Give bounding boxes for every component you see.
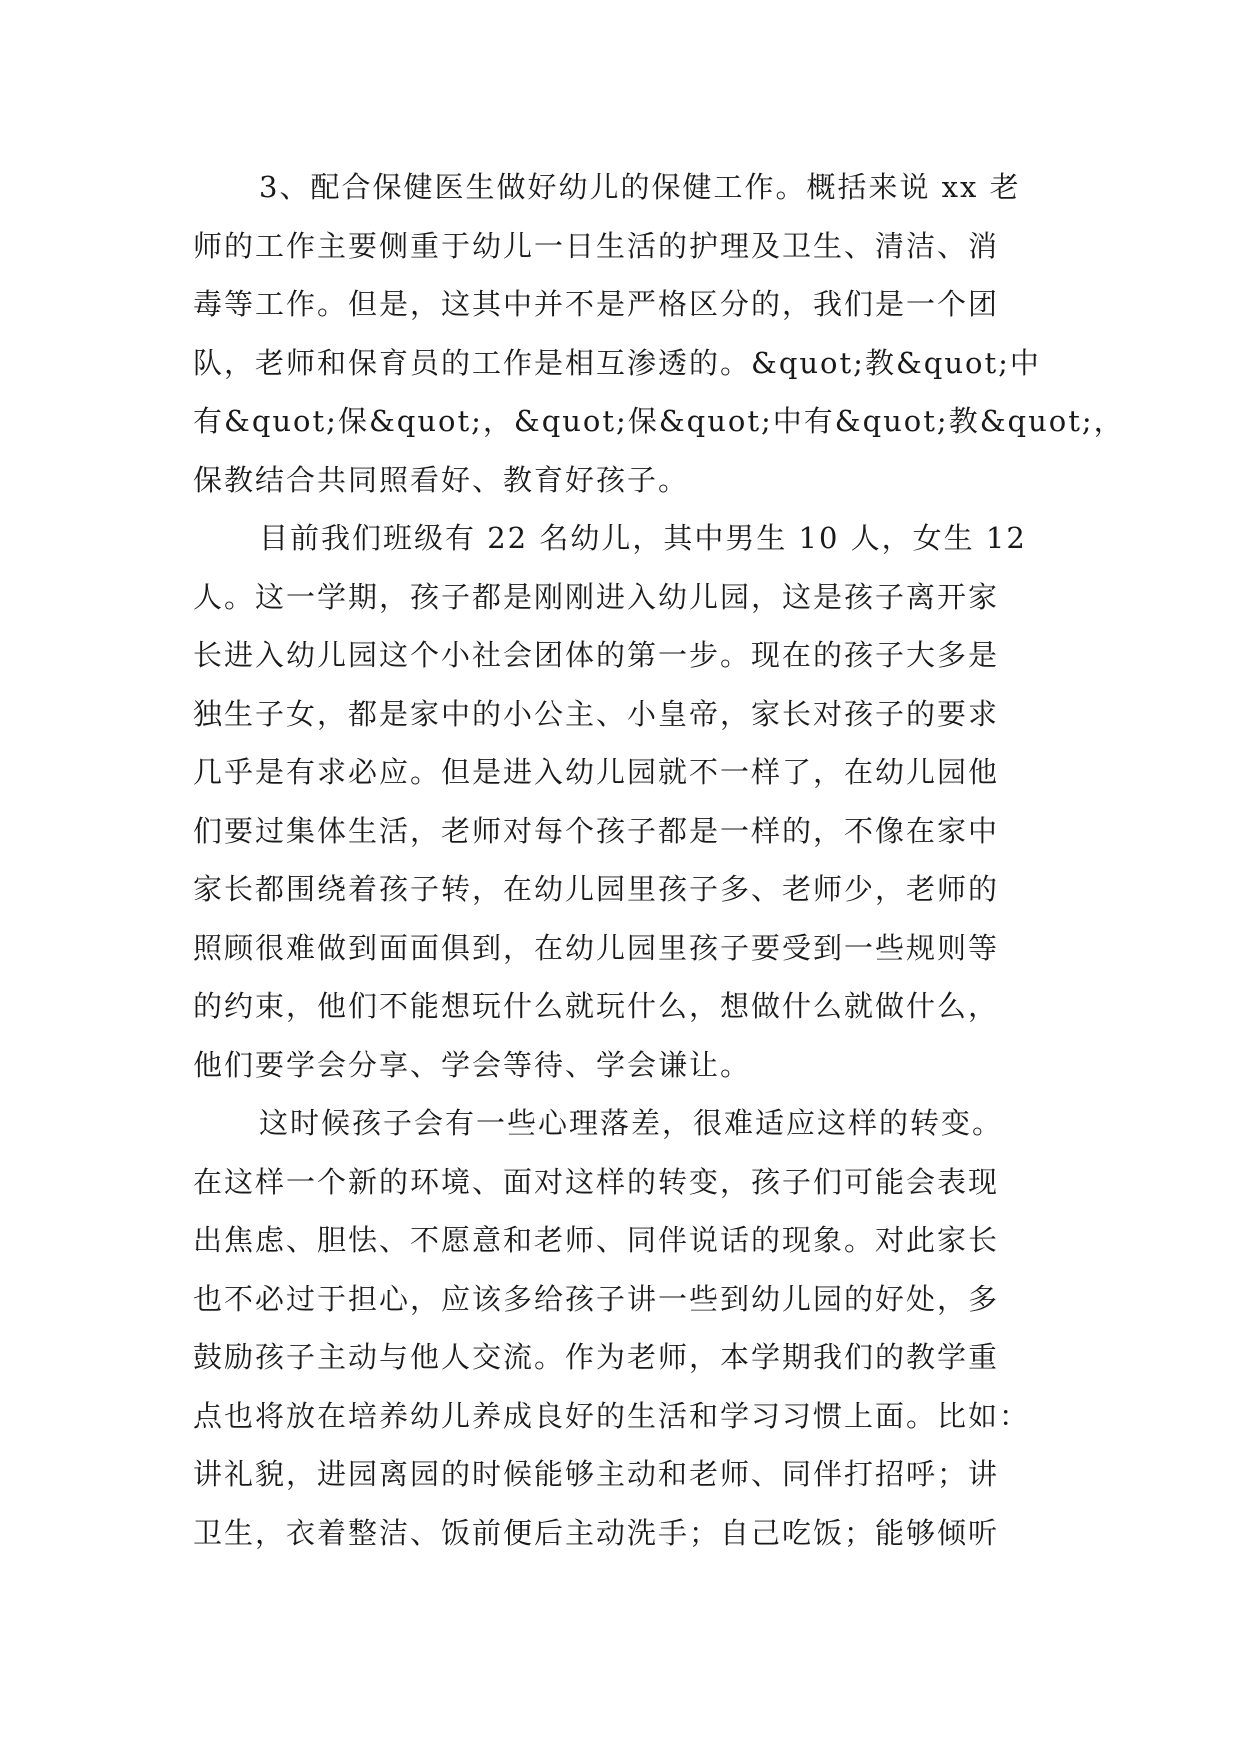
text-line: 毒等工作。但是，这其中并不是严格区分的，我们是一个团 bbox=[193, 287, 1000, 321]
text-line: 目前我们班级有 22 名幼儿，其中男生 10 人，女生 12 bbox=[259, 521, 1027, 555]
text-line: 也不必过于担心，应该多给孩子讲一些到幼儿园的好处，多 bbox=[193, 1281, 1000, 1316]
text-line: 在这样一个新的环境、面对这样的转变，孩子们可能会表现 bbox=[193, 1164, 1000, 1199]
text-line: 有&quot;保&quot;，&quot;保&quot;中有&quot;教&quot;， bbox=[193, 404, 1125, 438]
text-line: 这时候孩子会有一些心理落差，很难适应这样的转变。 bbox=[259, 1106, 1004, 1140]
text-line: 独生子女，都是家中的小公主、小皇帝，家长对孩子的要求 bbox=[193, 696, 1000, 731]
text-line: 们要过集体生活，老师对每个孩子都是一样的，不像在家中 bbox=[193, 813, 1000, 848]
text-line: 师的工作主要侧重于幼儿一日生活的护理及卫生、清洁、消 bbox=[193, 228, 1000, 263]
text-line: 人。这一学期，孩子都是刚刚进入幼儿园，这是孩子离开家 bbox=[193, 579, 1000, 614]
document-body bbox=[193, 158, 1125, 1562]
text-line: 他们要学会分享、学会等待、学会谦让。 bbox=[193, 1047, 752, 1082]
text-line: 的约束，他们不能想玩什么就玩什么，想做什么就做什么， bbox=[193, 989, 1000, 1023]
text-line: 长进入幼儿园这个小社会团体的第一步。现在的孩子大多是 bbox=[193, 638, 1000, 672]
text-line: 家长都围绕着孩子转，在幼儿园里孩子多、老师少，老师的 bbox=[193, 872, 1000, 906]
text-line: 3、配合保健医生做好幼儿的保健工作。概括来说 xx 老 bbox=[259, 170, 1021, 204]
text-line: 照顾很难做到面面俱到，在幼儿园里孩子要受到一些规则等 bbox=[193, 930, 1000, 965]
text-line: 讲礼貌，进园离园的时候能够主动和老师、同伴打招呼；讲 bbox=[193, 1457, 1000, 1491]
paragraph-1 bbox=[193, 158, 1125, 509]
text-line: 出焦虑、胆怯、不愿意和老师、同伴说话的现象。对此家长 bbox=[193, 1223, 1000, 1257]
text-line: 队，老师和保育员的工作是相互渗透的。&quot;教&quot;中 bbox=[193, 345, 1041, 380]
text-line: 鼓励孩子主动与他人交流。作为老师，本学期我们的教学重 bbox=[193, 1340, 1000, 1374]
text-line: 保教结合共同照看好、教育好孩子。 bbox=[193, 462, 690, 497]
text-line: 几乎是有求必应。但是进入幼儿园就不一样了，在幼儿园他 bbox=[193, 755, 1000, 789]
text-line: 点也将放在培养幼儿养成良好的生活和学习习惯上面。比如： bbox=[193, 1398, 1031, 1433]
text-line: 卫生，衣着整洁、饭前便后主动洗手；自己吃饭；能够倾听 bbox=[193, 1515, 1000, 1550]
paragraph-2 bbox=[193, 509, 1059, 1094]
paragraph-3 bbox=[193, 1094, 1059, 1562]
